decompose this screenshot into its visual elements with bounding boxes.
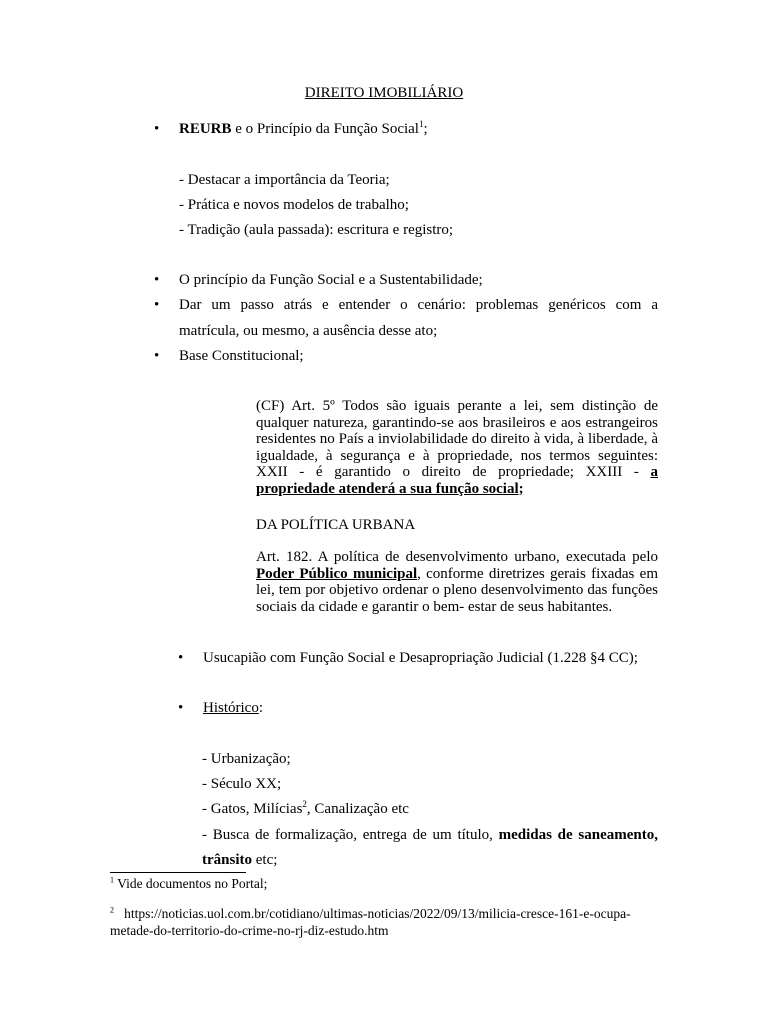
bullet-icon: • xyxy=(154,297,160,313)
footnote-2-marker: 2 xyxy=(110,905,114,915)
footnote-2-line2[interactable]: metade-do-territorio-do-crime-no-rj-diz-estudo.htm xyxy=(110,923,389,938)
canalizacao-text: , Canalização etc xyxy=(306,801,409,817)
bullet-funcao-social: O princípio da Função Social e a Sustentabilidade; xyxy=(179,272,483,288)
list-item xyxy=(202,800,409,819)
formalizacao-text: - Busca de formalização, entrega de um título, xyxy=(202,827,499,843)
art182-text-a: Art. 182. A política de desenvolvimento urbano, executada pelo xyxy=(256,549,658,565)
art182-emphasis: Poder Público municipal xyxy=(256,565,418,582)
footnote-ref-1[interactable]: 1 xyxy=(418,119,424,129)
list-item: - Destacar a importância da Teoria; xyxy=(179,172,390,188)
cf-art5-text: (CF) Art. 5º Todos são iguais perante a lei, sem distinção de qualquer natureza, garantindo-se aos brasileiros e aos estrangeiros residentes no País a inviolabilidade do direito à vida, à liberdade, à igualdade, à segurança e à propriedade, nos termos seguintes: XXII - é garantido o direito de propriedade; XXIII - xyxy=(256,398,658,480)
list-item-continuation xyxy=(202,851,277,870)
list-item xyxy=(202,826,658,845)
cf-art5-emphasis: a propriedade atenderá a sua função social; xyxy=(256,464,658,497)
transito-emphasis: trânsito xyxy=(202,852,252,868)
list-item: - Prática e novos modelos de trabalho; xyxy=(179,197,409,213)
footnote-2-link[interactable]: https://noticias.uol.com.br/cotidiano/ultimas-noticias/2022/09/13/milicia-cresce-161-e-ocupa- xyxy=(124,906,631,921)
reurb-text: e o Princípio da Função Social xyxy=(231,121,419,137)
transito-end: etc; xyxy=(252,852,278,868)
footnote-divider xyxy=(110,872,246,873)
reurb-label: REURB xyxy=(179,121,232,137)
bullet-icon: • xyxy=(178,650,184,666)
bullet-passo-atras-line2: matrícula, ou mesmo, a ausência desse ato; xyxy=(179,323,438,339)
footnote-2-line1 xyxy=(110,905,658,922)
list-item: - Século XX; xyxy=(202,776,282,792)
footnote-2 xyxy=(110,905,658,939)
page-title: DIREITO IMOBILIÁRIO xyxy=(304,85,464,101)
bullet-historico xyxy=(203,699,263,718)
cf-art5-quote xyxy=(256,398,658,497)
footnote-1-text: Vide documentos no Portal; xyxy=(114,876,268,891)
list-item: - Urbanização; xyxy=(202,751,291,767)
footnote-ref-2[interactable]: 2 xyxy=(302,799,307,809)
reurb-end: ; xyxy=(423,121,428,137)
list-item: - Tradição (aula passada): escritura e registro; xyxy=(179,222,454,238)
bullet-reurb xyxy=(179,120,428,139)
bullet-usucapiao: Usucapião com Função Social e Desapropriação Judicial (1.228 §4 CC); xyxy=(203,650,638,666)
bullet-base-constitucional: Base Constitucional; xyxy=(179,348,304,364)
historico-label: Histórico xyxy=(203,700,259,716)
bullet-icon: • xyxy=(178,700,184,716)
footnote-1 xyxy=(110,875,267,892)
bullet-icon: • xyxy=(154,121,160,137)
gatos-text: - Gatos, Milícias xyxy=(202,801,303,817)
art182-text-b: , conforme diretrizes gerais fixadas em lei, tem por objetivo ordenar o pleno desenvolvimento das funções sociais da cidade e garantir o bem- estar de seus habitantes. xyxy=(256,565,658,615)
bullet-icon: • xyxy=(154,348,160,364)
saneamento-emphasis: medidas de saneamento, xyxy=(498,827,658,843)
historico-end: : xyxy=(258,700,263,716)
section-heading: DA POLÍTICA URBANA xyxy=(256,517,416,533)
footnote-1-marker: 1 xyxy=(110,875,114,885)
cf-art182-quote xyxy=(256,549,658,615)
bullet-passo-atras-line1: Dar um passo atrás e entender o cenário: problemas genéricos com a xyxy=(179,297,658,313)
bullet-icon: • xyxy=(154,272,160,288)
